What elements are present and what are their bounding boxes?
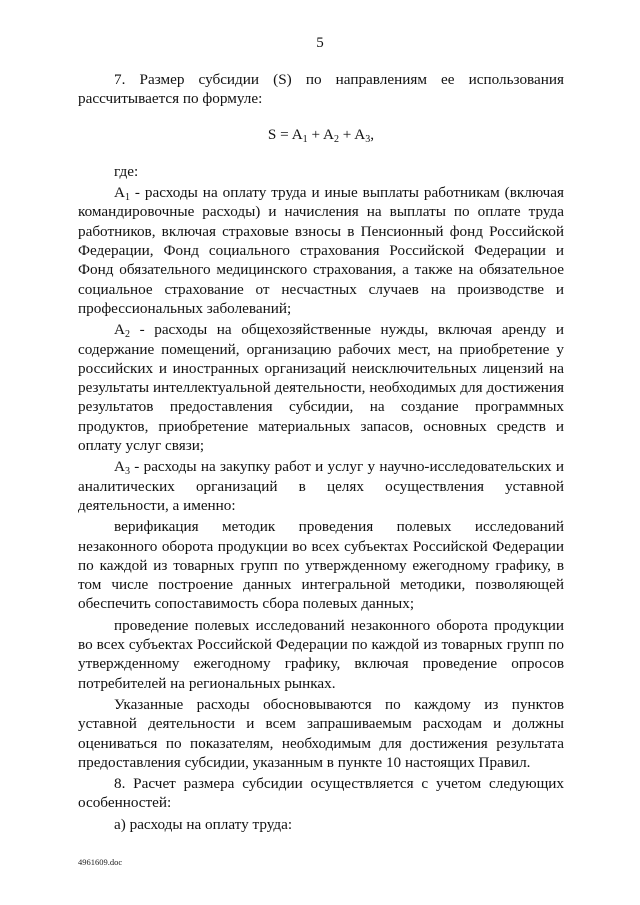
formula-plus-1: + A — [307, 125, 334, 143]
a2-definition — [78, 320, 564, 455]
page-number: 5 — [316, 35, 324, 51]
item-8-paragraph: 8. Расчет размера субсидии осуществляется с учетом следующих особенностей: — [78, 775, 564, 812]
formula-lhs: S = A — [267, 125, 303, 143]
field-research-paragraph: проведение полевых исследований незаконного оборота продукции во всех субъектах Российской Федерации по каждой из товарных групп по утвержденному ежегодному графику, включая проведение опросов потребителей на региональных рынках. — [78, 616, 564, 692]
item-8a-paragraph: а) расходы на оплату труда: — [114, 815, 293, 833]
justification-paragraph: Указанные расходы обосновываются по каждому из пунктов уставной деятельности и всем запрашиваемым расходам и должны оцениваться по показателям, необходимым для достижения результата предоставления субсидии, указанным в пункте 10 настоящих Правил. — [78, 695, 564, 771]
a2-subscript: 2 — [124, 329, 130, 341]
file-name-footer: 4961609.doc — [78, 857, 123, 867]
formula-sub-1: 1 — [302, 133, 308, 145]
a1-definition — [78, 183, 564, 318]
a1-subscript: 1 — [124, 192, 130, 204]
a2-symbol: A — [114, 321, 125, 339]
formula-sub-2: 2 — [333, 133, 339, 145]
document-body — [78, 70, 564, 834]
subsidy-formula — [78, 125, 564, 144]
a1-text: - расходы на оплату труда и иные выплаты работникам (включая командировочные расходы) и начисления на выплаты по оплате труда работников, включая страховые взносы в Пенсионный фонд Российской Федерации, Фонд социального страхования Российской Федерации и Фонд обязательного медицинского страхования, а также на обязательное социальное страхование от несчастных случаев на производстве и профессиональных заболеваний; — [78, 184, 564, 317]
where-label: где: — [114, 162, 139, 180]
a3-symbol: A — [114, 458, 125, 476]
item-7-paragraph: 7. Размер субсидии (S) по направлениям ее использования рассчитывается по формуле: — [78, 71, 564, 108]
formula-plus-2: + A — [338, 125, 366, 143]
formula-end: , — [370, 125, 375, 143]
a2-text: - расходы на общехозяйственные нужды, включая аренду и содержание помещений, организацию рабочих мест, на приобретение у российских и иностранных организаций неисключительных лицензий на результаты интеллектуальной деятельности, необходимых для достижения результатов предоставления субсидии, на создание программных продуктов, приобретение материальных запасов, основных средств и оплату услуг связи; — [78, 321, 564, 455]
a1-symbol: A — [114, 184, 125, 202]
formula-sub-3: 3 — [365, 133, 371, 145]
verification-paragraph: верификация методик проведения полевых исследований незаконного оборота продукции во всех субъектах Российской Федерации по каждой из товарных групп по утвержденному ежегодному графику, в том числе построение данных интегральной методики, позволяющей обеспечить сопоставимость сбора полевых данных; — [78, 518, 564, 613]
a3-text: - расходы на закупку работ и услуг у научно-исследовательских и аналитических организаций в целях осуществления уставной деятельности, а именно: — [78, 458, 564, 514]
a3-subscript: 3 — [124, 466, 130, 478]
a3-definition — [78, 457, 564, 515]
